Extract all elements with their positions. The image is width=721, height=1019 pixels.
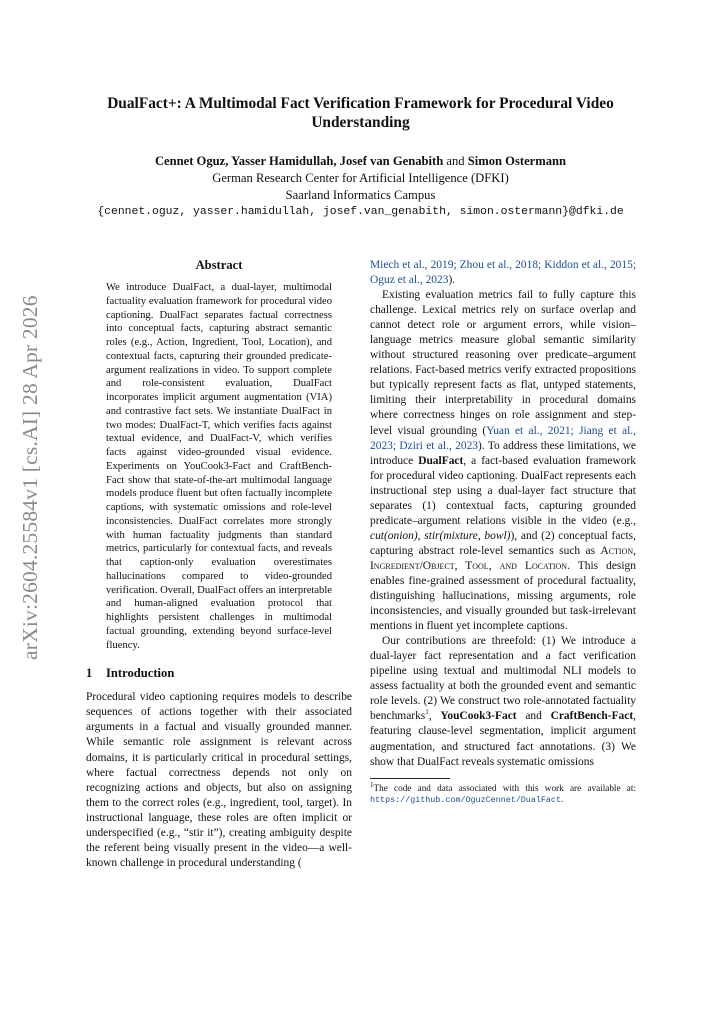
author-list: Cennet Oguz, Yasser Hamidullah, Josef van Genabith (154, 154, 444, 168)
intro-p3-text-d: , featuring clause-level segmentation, implicit argument augmentation, and structured fact annotations. (3) We show that DualFact reveals systematic omissions (370, 710, 637, 768)
paper-title: DualFact+: A Multimodal Fact Verification Framework for Procedural Video Understanding (107, 95, 614, 131)
author-emails: {cennet.oguz, yasser.hamidullah, josef.van_genabith, simon.ostermann}@dfki.de (97, 206, 624, 218)
footnote-link[interactable]: https://github.com/OguzCennet/DualFact (370, 795, 561, 806)
section-number: 1 (86, 666, 93, 681)
intro-p3-text-b: , (428, 710, 441, 723)
affiliation-1: German Research Center for Artificial Intelligence (DFKI) (212, 171, 509, 185)
arxiv-stamp: arXiv:2604.25584v1 [cs.AI] 28 Apr 2026 (18, 295, 42, 660)
author-and: and (446, 154, 465, 168)
footnote-marker[interactable]: 1 (425, 708, 429, 717)
intro-paragraph-2 (370, 288, 636, 634)
intro-p2-text-b: ). To address these limitations, we introduce (370, 439, 637, 467)
intro-p3-text-c: and (516, 710, 551, 723)
section-heading-introduction (86, 666, 352, 681)
right-column (370, 258, 636, 807)
intro-p2-text-e: . This design enables fine-grained assessment of procedural factuality, distinguishing hallucinations, missing arguments, role inconsistencies, and visually grounded but task-irrelevant mentions in fluent yet incomplete captions. (370, 559, 636, 633)
role-list: Action, Ingredient/Object, Tool, and Location (370, 544, 636, 572)
intro-p3-text-a: Our contributions are threefold: (1) We introduce a dual-layer fact representation and a fact verification pipeline using textual and multimodal NLI models to assess factuality at both the grounded event and semantic role levels. (2) We construct two role-annotated factuality benchmarks (370, 635, 636, 723)
footnote-number: 1 (370, 780, 374, 789)
left-column (86, 258, 352, 871)
footnote (370, 780, 636, 808)
author-names (60, 153, 661, 170)
dualfact-term: DualFact (418, 454, 464, 467)
author-block (60, 153, 661, 221)
intro-p1-text: Procedural video captioning requires models to describe sequences of actions together with their associated arguments in a factual and visually grounded manner. While semantic role assignment is relevant across domains, it is particularly critical in procedural settings, where factual correctness depends not only on recognizing actions and objects, but also on assigning them to the correct roles (e.g., ingredient, tool, target). In instructional language, these roles are often implicit or underspecified (e.g., “stir it”), creating ambiguity despite the referent being visually present in the video—a well-known challenge in procedural understanding ( (86, 691, 352, 869)
intro-p2-text-c: , a fact-based evaluation framework for procedural video captioning. DualFact represents each instructional step using a dual-layer fact structure that separates (1) contextual facts, capturing grounded predicate–argument relations visible in the video (e.g., (370, 454, 636, 527)
intro-p1-end: ). (448, 274, 456, 287)
footnote-divider (370, 778, 450, 779)
section-title: Introduction (106, 666, 175, 681)
footnote-text: The code and data associated with this work are available at: (373, 782, 636, 793)
intro-paragraph-1-continued (370, 258, 636, 288)
affiliation-2: Saarland Informatics Campus (285, 188, 436, 202)
benchmark-craftbench: CraftBench-Fact (550, 710, 634, 723)
intro-p2-text-a: Existing evaluation metrics fail to fully capture this challenge. Lexical metrics rely on surface overlap and cannot detect role or argument errors, while vision–language metrics measure global semantic similarity without structured reasoning over predicate–argument relations. Fact-based metrics verify extracted propositions but typically represent facts as flat, untyped statements, limiting their interpretability in procedural domains where correctness hinges on role assignment and step-level visual grounding ( (370, 289, 636, 437)
abstract-heading: Abstract (195, 258, 243, 272)
intro-paragraph-3 (370, 634, 636, 769)
benchmark-youcook3: YouCook3-Fact (440, 710, 517, 723)
abstract-text: We introduce DualFact, a dual-layer, multimodal factuality evaluation framework for procedural video captioning. DualFact separates factual correctness into conceptual facts, capturing abstract semantic roles (e.g., Action, Ingredient, Tool, Location), and contextual facts, capturing their grounded predicate-argument realizations in video. To support complete and role-consistent evaluation, DualFact incorporates implicit argument augmentation (VIA) and contrastive fact sets. We instantiate DualFact in two modes: DualFact-T, which verifies facts against textual evidence, and DualFact-V, which verifies facts against video-grounded visual evidence. Experiments on YouCook3-Fact and CraftBench-Fact show that state-of-the-art multimodal language models produce fluent but often factually incomplete captions, with systematic omissions and role-level inconsistencies. DualFact correlates more strongly with human factuality judgments than standard metrics, particularly for contextual facts, and reveals that caption-only evaluation overestimates hallucinations compared to video-grounded verification. Overall, DualFact offers an interpretable and human-aligned evaluation protocol that highlights persistent challenges in multimodal factual grounding, extending beyond surface-level fluency. (106, 282, 333, 651)
author-last: Simon Ostermann (467, 154, 567, 168)
intro-p2-text-d: ), and (2) conceptual facts, capturing abstract role-level semantics such as (370, 529, 636, 557)
footnote-end: . (560, 794, 564, 805)
citation-1[interactable]: Miech et al., 2019; Zhou et al., 2018; Kiddon et al., 2015; Oguz et al., 2023 (370, 259, 636, 287)
citation-2[interactable]: Yuan et al., 2021; Jiang et al., 2023; Dziri et al., 2023 (370, 424, 637, 452)
intro-paragraph-1 (86, 690, 352, 871)
fact-example: cut(onion), stir(mixture, bowl) (370, 529, 511, 542)
